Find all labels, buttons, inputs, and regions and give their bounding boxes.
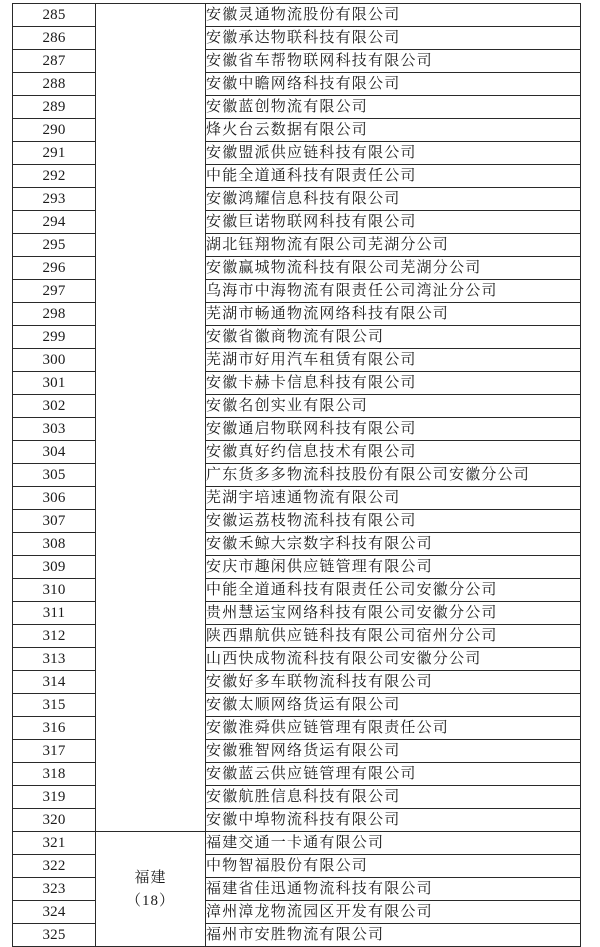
company-name-cell: 安徽淮舜供应链管理有限责任公司 [206,717,581,740]
company-name-cell: 安徽承达物联科技有限公司 [206,27,581,50]
row-number-cell: 320 [13,809,96,832]
company-name-cell: 安徽赢城物流科技有限公司芜湖分公司 [206,257,581,280]
row-number-cell: 305 [13,464,96,487]
company-name-cell: 安徽盟派供应链科技有限公司 [206,142,581,165]
company-name-cell: 安徽省徽商物流有限公司 [206,326,581,349]
row-number-cell: 290 [13,119,96,142]
company-name-cell: 贵州慧运宝网络科技有限公司安徽分公司 [206,602,581,625]
row-number-cell: 291 [13,142,96,165]
row-number-cell: 296 [13,257,96,280]
company-name-cell: 安徽运荔枝物流科技有限公司 [206,510,581,533]
company-name-cell: 安徽通启物联网科技有限公司 [206,418,581,441]
company-name-cell: 中能全道通科技有限责任公司 [206,165,581,188]
company-name-cell: 安庆市趣闲供应链管理有限公司 [206,556,581,579]
row-number-cell: 301 [13,372,96,395]
province-cell [96,4,206,832]
company-list-body [13,4,581,947]
company-name-cell: 中物智福股份有限公司 [206,855,581,878]
row-number-cell: 297 [13,280,96,303]
province-company-count: （18） [125,893,175,909]
company-name-cell: 湖北钰翔物流有限公司芜湖分公司 [206,234,581,257]
row-number-cell: 306 [13,487,96,510]
company-name-cell: 陕西鼎航供应链科技有限公司宿州分公司 [206,625,581,648]
company-name-cell: 安徽中瞻网络科技有限公司 [206,73,581,96]
company-list-table [12,3,581,947]
row-number-cell: 298 [13,303,96,326]
row-number-cell: 311 [13,602,96,625]
company-name-cell: 中能全道通科技有限责任公司安徽分公司 [206,579,581,602]
row-number-cell: 300 [13,349,96,372]
row-number-cell: 307 [13,510,96,533]
company-name-cell: 安徽灵通物流股份有限公司 [206,4,581,27]
row-number-cell: 315 [13,694,96,717]
row-number-cell: 286 [13,27,96,50]
row-number-cell: 302 [13,395,96,418]
company-name-cell: 芜湖宇培速通物流有限公司 [206,487,581,510]
province-label-group [96,832,205,913]
company-name-cell: 芜湖市好用汽车租赁有限公司 [206,349,581,372]
row-number-cell: 294 [13,211,96,234]
row-number-cell: 287 [13,50,96,73]
row-number-cell: 293 [13,188,96,211]
province-name: 福建 [134,870,167,886]
company-name-cell: 安徽鸿耀信息科技有限公司 [206,188,581,211]
company-name-cell: 安徽巨诺物联网科技有限公司 [206,211,581,234]
row-number-cell: 288 [13,73,96,96]
table-row [13,4,581,27]
company-name-cell: 安徽航胜信息科技有限公司 [206,786,581,809]
company-name-cell: 安徽省车帮物联网科技有限公司 [206,50,581,73]
company-name-cell: 福建交通一卡通有限公司 [206,832,581,855]
company-name-cell: 安徽好多车联物流科技有限公司 [206,671,581,694]
row-number-cell: 324 [13,901,96,924]
company-name-cell: 安徽蓝云供应链管理有限公司 [206,763,581,786]
row-number-cell: 322 [13,855,96,878]
row-number-cell: 308 [13,533,96,556]
row-number-cell: 316 [13,717,96,740]
row-number-cell: 292 [13,165,96,188]
row-number-cell: 319 [13,786,96,809]
company-name-cell: 安徽中埠物流科技有限公司 [206,809,581,832]
company-name-cell: 安徽卡赫卡信息科技有限公司 [206,372,581,395]
company-name-cell: 福州市安胜物流有限公司 [206,924,581,947]
company-name-cell: 安徽禾鲸大宗数字科技有限公司 [206,533,581,556]
row-number-cell: 313 [13,648,96,671]
row-number-cell: 295 [13,234,96,257]
row-number-cell: 289 [13,96,96,119]
document-page [12,3,580,947]
row-number-cell: 310 [13,579,96,602]
row-number-cell: 318 [13,763,96,786]
row-number-cell: 285 [13,4,96,27]
row-number-cell: 312 [13,625,96,648]
row-number-cell: 323 [13,878,96,901]
row-number-cell: 317 [13,740,96,763]
row-number-cell: 325 [13,924,96,947]
company-name-cell: 安徽太顺网络货运有限公司 [206,694,581,717]
row-number-cell: 303 [13,418,96,441]
company-name-cell: 烽火台云数据有限公司 [206,119,581,142]
province-cell [96,832,206,947]
company-name-cell: 安徽真好约信息技术有限公司 [206,441,581,464]
company-name-cell: 漳州漳龙物流园区开发有限公司 [206,901,581,924]
company-name-cell: 山西快成物流科技有限公司安徽分公司 [206,648,581,671]
company-name-cell: 乌海市中海物流有限责任公司湾沚分公司 [206,280,581,303]
row-number-cell: 321 [13,832,96,855]
company-name-cell: 安徽蓝创物流有限公司 [206,96,581,119]
company-name-cell: 广东货多多物流科技股份有限公司安徽分公司 [206,464,581,487]
table-row [13,832,581,855]
row-number-cell: 314 [13,671,96,694]
row-number-cell: 304 [13,441,96,464]
company-name-cell: 福建省佳迅通物流科技有限公司 [206,878,581,901]
company-name-cell: 安徽名创实业有限公司 [206,395,581,418]
company-name-cell: 芜湖市畅通物流网络科技有限公司 [206,303,581,326]
company-name-cell: 安徽雅智网络货运有限公司 [206,740,581,763]
row-number-cell: 299 [13,326,96,349]
row-number-cell: 309 [13,556,96,579]
